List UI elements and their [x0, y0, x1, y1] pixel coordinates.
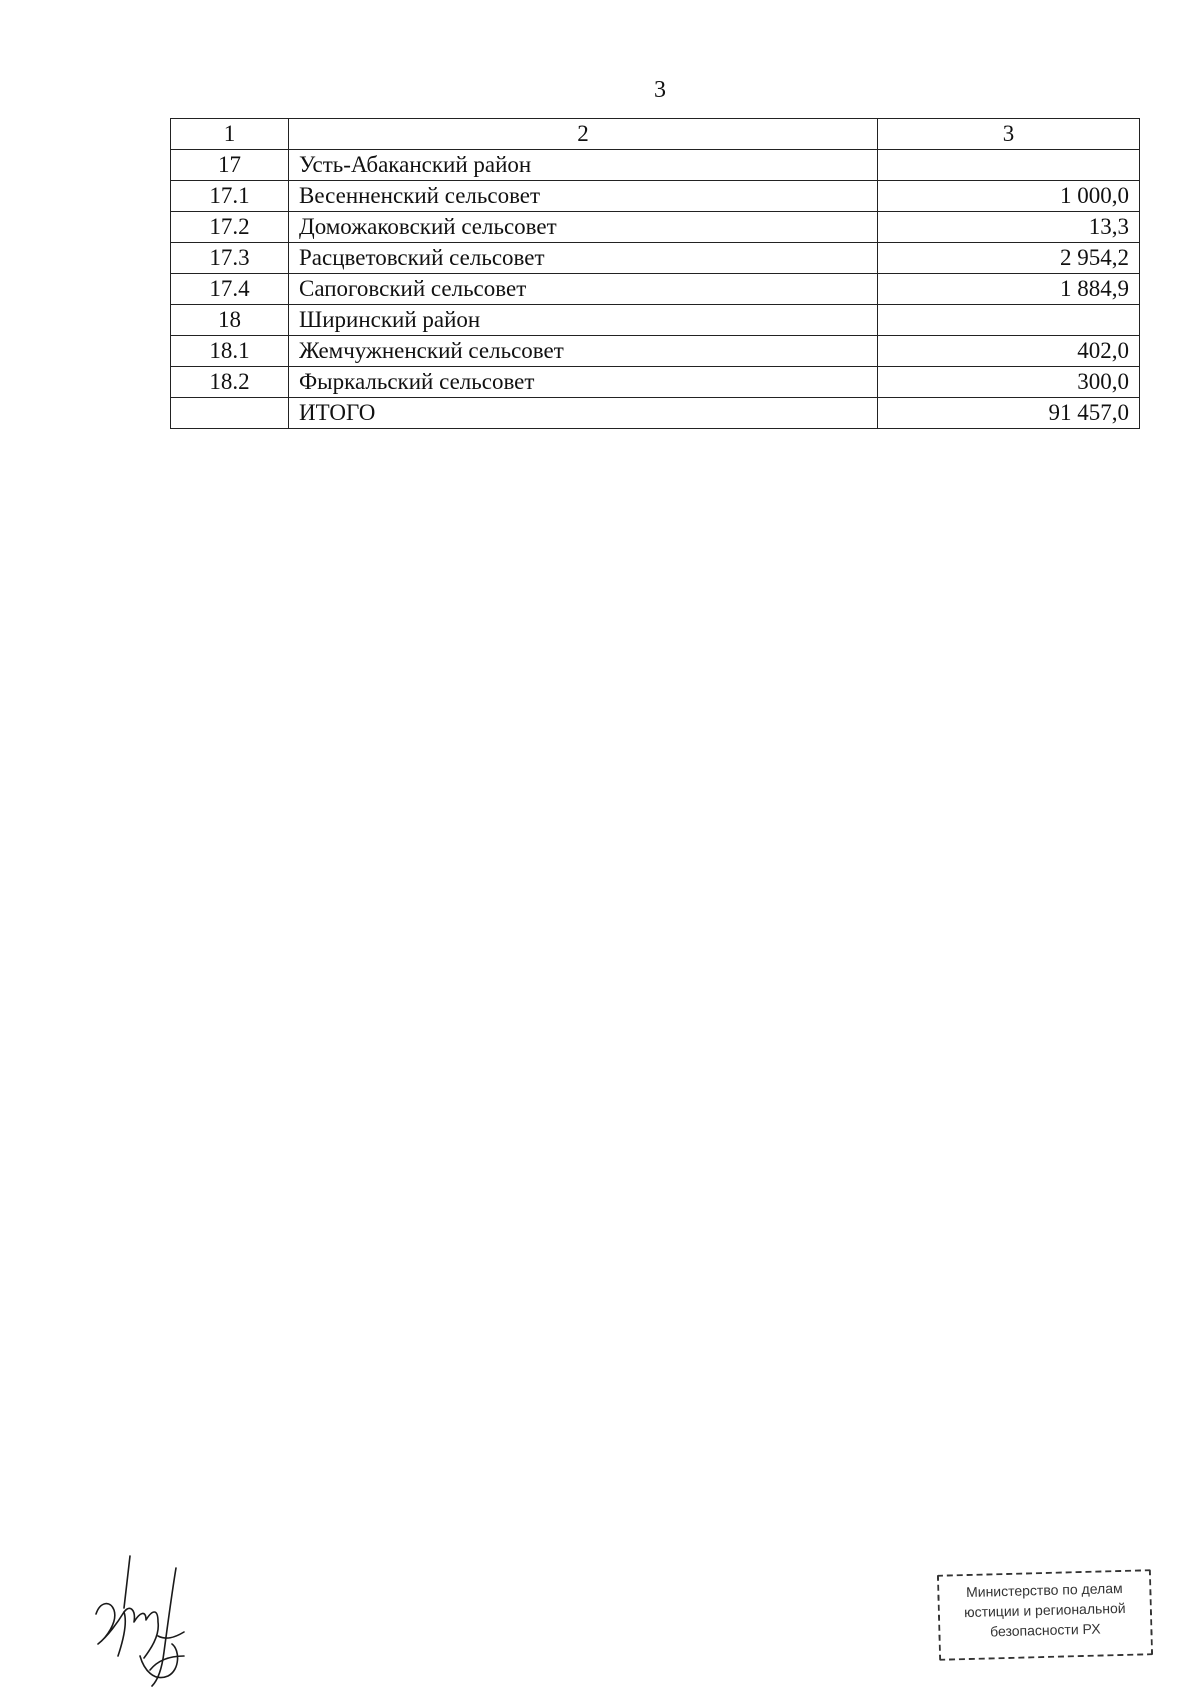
- total-value: 91 457,0: [878, 398, 1140, 429]
- row-number: 17.2: [171, 212, 289, 243]
- row-value: 2 954,2: [878, 243, 1140, 274]
- total-label: ИТОГО: [289, 398, 878, 429]
- table-row: [171, 305, 1140, 336]
- row-name: Фыркальский сельсовет: [289, 367, 878, 398]
- row-name: Весенненский сельсовет: [289, 181, 878, 212]
- row-number: 17: [171, 150, 289, 181]
- table-row: [171, 367, 1140, 398]
- row-value: [878, 305, 1140, 336]
- row-name: Жемчужненский сельсовет: [289, 336, 878, 367]
- row-name: Доможаковский сельсовет: [289, 212, 878, 243]
- row-value: [878, 150, 1140, 181]
- table-row: [171, 336, 1140, 367]
- row-name: Расцветовский сельсовет: [289, 243, 878, 274]
- appropriations-table: [170, 118, 1140, 429]
- row-name: Усть-Абаканский район: [289, 150, 878, 181]
- page-number: 3: [654, 77, 666, 103]
- row-number: 17.3: [171, 243, 289, 274]
- row-number: 17.4: [171, 274, 289, 305]
- stamp-line: Министерство по делам: [965, 1579, 1123, 1601]
- row-value: 13,3: [878, 212, 1140, 243]
- registration-stamp: [937, 1569, 1153, 1661]
- handwritten-signature: [88, 1552, 198, 1692]
- row-number: 17.1: [171, 181, 289, 212]
- row-name: Ширинский район: [289, 305, 878, 336]
- table-row: [171, 274, 1140, 305]
- row-number: 18: [171, 305, 289, 336]
- row-value: 402,0: [878, 336, 1140, 367]
- table-header-row: [171, 119, 1140, 150]
- table-row: [171, 212, 1140, 243]
- table-row: [171, 181, 1140, 212]
- row-number: 18.1: [171, 336, 289, 367]
- row-value: 1 884,9: [878, 274, 1140, 305]
- row-value: 1 000,0: [878, 181, 1140, 212]
- row-number: 18.2: [171, 367, 289, 398]
- table-row: [171, 243, 1140, 274]
- column-header-1: 1: [171, 119, 289, 150]
- column-header-3: 3: [878, 119, 1140, 150]
- stamp-line: юстиции и региональной: [963, 1599, 1126, 1621]
- row-value: 300,0: [878, 367, 1140, 398]
- row-name: Сапоговский сельсовет: [289, 274, 878, 305]
- row-number: [171, 398, 289, 429]
- table-total-row: [171, 398, 1140, 429]
- table-row: [171, 150, 1140, 181]
- stamp-line: безопасности РХ: [989, 1620, 1101, 1640]
- column-header-2: 2: [289, 119, 878, 150]
